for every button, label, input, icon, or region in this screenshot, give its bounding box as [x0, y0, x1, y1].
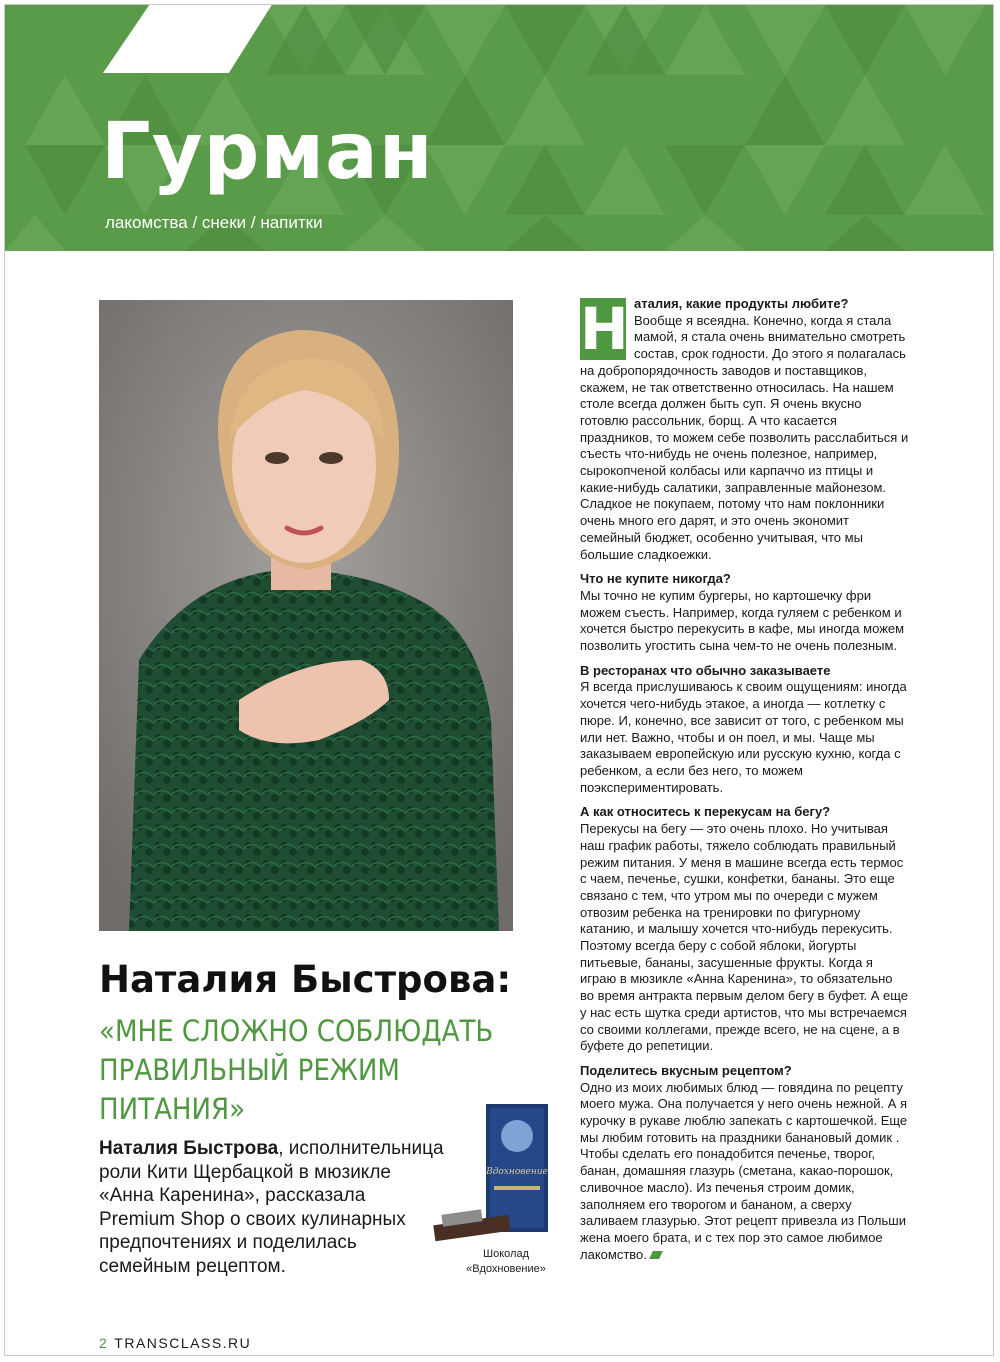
- page-footer: [99, 1335, 251, 1351]
- page-number: 2: [99, 1335, 109, 1351]
- portrait-photo: [99, 300, 513, 931]
- answer-5: Одно из моих любимых блюд — говядина по рецепту моего мужа. Она получается у него очень нежной. А я курочку в рукаве люблю запекать с картошечкой. Еще мы любим готовить на праздники банановый домик . Чтобы сделать его понадобится печенье, творог, банан, домашняя глазурь (сметана, какао-порошок, сливочное масло). Из печенья строим домик, заполняем его творогом и бананом, а сверху заливаем глазурью. Этот рецепт привезла из Польши жена моего брата, и с тех пор это самое любимое лакомство.: [580, 1079, 908, 1262]
- section-subtitle: лакомства / снеки / напитки: [105, 213, 323, 232]
- lead-text: , исполнительница роли Кити Щербацкой в мюзикле «Анна Каренина», рассказала Premium Shop о своих кулинарных предпочтениях и поделилась семейным рецептом.: [99, 1138, 444, 1277]
- interview-block-3: [580, 663, 910, 797]
- answer-3: Я всегда прислушиваюсь к своим ощущениям: иногда хочется чего-нибудь этакое, а иногда — котлетку с пюре. И, конечно, все зависит от того, с ребенком мы или нет. Важно, чтобы и он поел, и мы. Чаще мы заказываем европейскую или русскую кухню, когда с ребенком, а если без него, то можем поэкспериментировать.: [580, 679, 907, 795]
- lead-name: Наталия Быстрова: [99, 1138, 279, 1159]
- answer-1: Вообще я всеядна. Конечно, когда я стала мамой, я стала очень внимательно смотреть состав, срок годности. До этого я полагалась на добропорядочность заводов и поставщиков, скажем, не так ответственно относилась. На нашем столе всегда должен быть суп. Я очень вкусно готовлю рассольник, борщ. А что касается праздников, то можем себе позволить расслабиться и съесть что-нибудь не очень полезное, например, сырокопченой колбасы или карпаччо из птицы и какие-нибудь салатики, заправленные майонезом. Сладкое не покупаем, потому что нам поклонники очень много его дарят, и это очень экономит семейный бюджет, особенно учитывая, что мы большие сладкоежки.: [580, 312, 909, 562]
- article-pull-quote: «МНЕ СЛОЖНО СОБЛЮДАТЬ ПРАВИЛЬНЫЙ РЕЖИМ ПИТАНИЯ»: [99, 1014, 494, 1126]
- chocolate-product-image: [428, 1102, 558, 1252]
- interview-block-2: [580, 571, 910, 655]
- product-box-label: Вдохновение: [486, 1167, 548, 1177]
- interview-column: [580, 296, 910, 1271]
- interview-block-5: [580, 1063, 910, 1263]
- end-mark-icon: [649, 1251, 663, 1259]
- section-title: Гурман: [101, 107, 434, 197]
- product-caption-line2: «Вдохновение»: [466, 1263, 546, 1275]
- question-4: А как относитесь к перекусам на бегу?: [580, 804, 831, 820]
- drop-cap: Н: [580, 295, 629, 363]
- question-2: Что не купите никогда?: [580, 571, 731, 587]
- question-1: аталия, какие продукты любите?: [634, 296, 849, 311]
- product-caption: [456, 1247, 556, 1277]
- article-lead: [99, 1137, 444, 1278]
- section-header: [5, 5, 993, 251]
- product-caption-line1: Шоколад: [483, 1248, 529, 1260]
- question-5: Поделитесь вкусным рецептом?: [580, 1062, 792, 1078]
- footer-site: TRANSCLASS.RU: [114, 1335, 252, 1351]
- article-headline: Наталия Быстрова:: [99, 958, 512, 1001]
- interview-block-4: [580, 804, 910, 1055]
- answer-2: Мы точно не купим бургеры, но картошечку фри можем съесть. Например, когда гуляем с ребенком и хочется быстро перекусить в кафе, мы иногда можем позволить угостить сына чем-то не очень полезным.: [580, 587, 905, 654]
- answer-4: Перекусы на бегу — это очень плохо. Но учитывая наш график работы, тяжело соблюдать правильный режим питания. У меня в машине всегда есть термос с чаем, печенье, сушки, конфетки, бананы. Это еще связано с тем, что утром мы по очереди с мужем отвозим ребенка на тренировки по фигурному катанию, и малышу хочется что-нибудь перекусить. Поэтому всегда беру с собой яблоки, йогурты питьевые, бананы, засушенные фрукты. Когда я играю в мюзикле «Анна Каренина», то обязательно во время антракта первым делом бегу в буфет. А еще у нас есть шутка среди артистов, что мы встречаемся со своими коллегами, прежде всего, не на сцене, а в буфете до репетиции.: [580, 821, 908, 1054]
- interview-block-1: [580, 296, 910, 563]
- question-3: В ресторанах что обычно заказываете: [580, 662, 831, 678]
